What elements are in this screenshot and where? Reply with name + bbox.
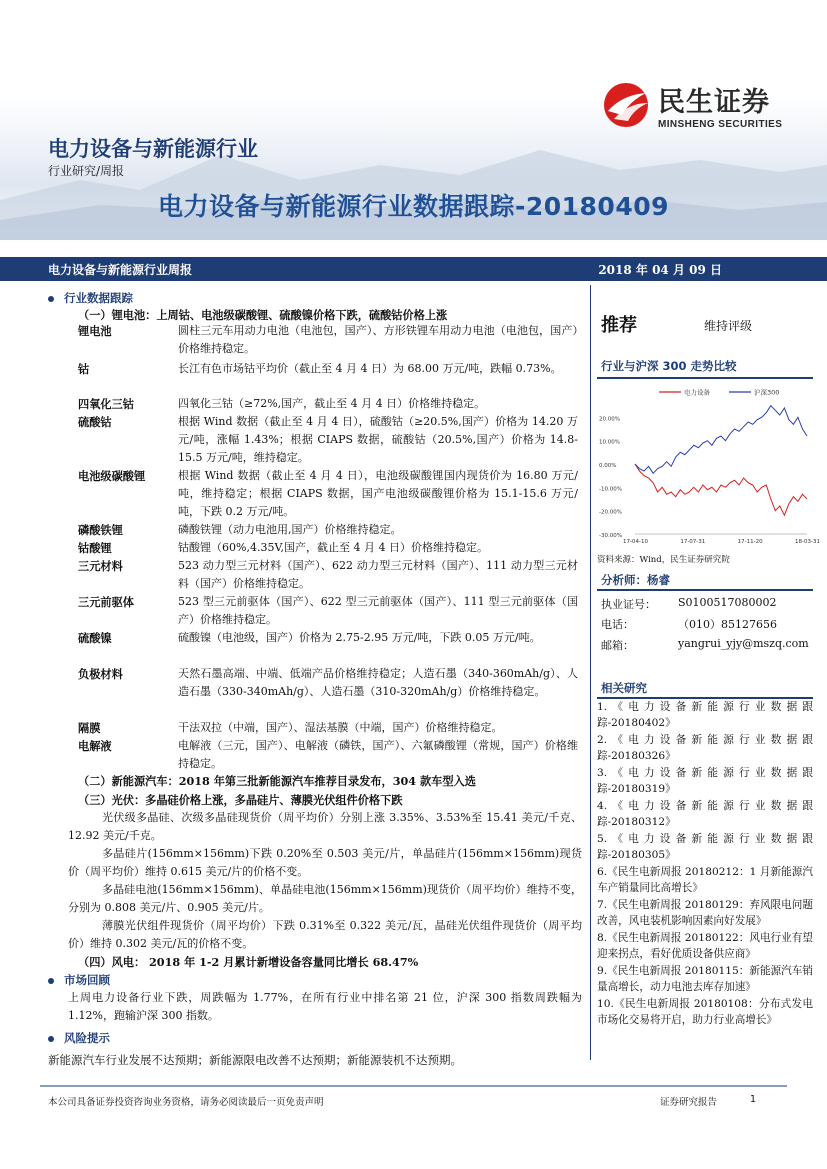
x-tick-label: 17-04-10 (623, 539, 648, 545)
item-label: 负极材料 (78, 667, 123, 681)
item-text: 长江有色市场钴平均价（截止至 4 月 4 日）为 68.00 万元/吨，跌幅 0.73%。 (178, 362, 562, 375)
item-text: 四氧化三钴（≥72%,国产，截止至 4 月 4 日）价格维持稳定。 (178, 397, 486, 410)
section-title: 市场回顾 (64, 973, 110, 987)
item-text: 干法双拉（中端，国产）、湿法基膜（中端，国产）价格维持稳定。 (178, 721, 503, 734)
item-label: 钴酸锂 (78, 541, 112, 555)
item-text: 钴酸锂（60%,4.35V,国产，截止至 4 月 4 日）价格维持稳定。 (178, 541, 488, 554)
item-text: 圆柱三元车用动力电池（电池包，国产）、方形铁锂车用动力电池（电池包，国产）价格维持稳定。 (178, 324, 578, 355)
y-tick-label: 0.00% (599, 463, 617, 469)
chart-heading: 行业与沪深 300 走势比较 (601, 359, 737, 373)
subsection-nev: （二）新能源汽车：2018 年第三批新能源汽车推荐目录发布，304 款车型入选 (78, 774, 476, 788)
section-data-tracking (48, 290, 133, 306)
related-item[interactable]: 6.《民生电新周报 20180212：1 月新能源汽车产销量同比高增长》 (597, 866, 813, 895)
license-key: 执业证号： (601, 598, 656, 611)
item-text: 523 动力型三元材料（国产）、622 动力型三元材料（国产）、111 动力型三元材料（国产）价格维持稳定。 (178, 559, 578, 590)
heading-rule (597, 589, 813, 591)
y-tick-label: -20.00% (599, 509, 622, 516)
report-date: 2018 年 04 月 09 日 (598, 263, 722, 277)
item-label: 硫酸钴 (78, 415, 112, 429)
company-logo (600, 80, 800, 130)
email-value[interactable]: yangrui_yjy@mszq.com (678, 637, 809, 650)
item-text: 电解液（三元，国产）、电解液（磷铁，国产）、六氟磷酸锂（常规，国产）价格维持稳定。 (178, 739, 578, 770)
logo-name-en: MINSHENG SECURITIES (658, 119, 783, 130)
chart-source: 资料来源：Wind，民生证券研究院 (597, 555, 730, 565)
heading-rule (597, 377, 813, 379)
item-text: 根据 Wind 数据（截止至 4 月 4 日），硫酸钴（≥20.5%,国产）价格为 14.20 万元/吨，涨幅 1.43%；根据 CIAPS 数据，硫酸钴（20.5%,国产）价格为 14.8-15.5 万元/吨，维持稳定。 (178, 415, 578, 464)
logo-name-cn: 民生证券 (658, 87, 770, 118)
license-value: S0100517080002 (678, 596, 777, 609)
item-text: 根据 Wind 数据（截止至 4 月 4 日），电池级碳酸锂国内现货价为 16.80 万元/吨，维持稳定；根据 CIAPS 数据，国产电池级碳酸锂价格为 15.1-15.6 万元/吨，下跌 0.2 万元/吨。 (178, 469, 578, 518)
item-label: 电池级碳酸锂 (78, 469, 146, 483)
related-item[interactable]: 4.《电力设备新能源行业数据跟踪-20180312》 (597, 800, 813, 829)
related-item[interactable]: 5.《电力设备新能源行业数据跟踪-20180305》 (597, 833, 813, 862)
y-tick-label: 10.00% (599, 439, 620, 446)
market-review-text: 上周电力设备行业下跌，周跌幅为 1.77%，在所有行业中排名第 21 位，沪深 300 指数周跌幅为 1.12%，跑输沪深 300 指数。 (68, 991, 582, 1022)
pv-paragraph-4: 薄膜光伏组件现货价（周平均价）下跌 0.31%至 0.322 美元/瓦，晶硅光伏组件现货价（周平均价）维持 0.302 美元/瓦的价格不变。 (68, 919, 582, 950)
item-text: 硫酸镍（电池级，国产）价格为 2.75-2.95 万元/吨，下跌 0.05 万元/吨。 (178, 631, 541, 644)
related-item[interactable]: 2.《电力设备新能源行业数据跟踪-20180326》 (597, 734, 813, 763)
subsection-pv: （三）光伏：多晶硅价格上涨，多晶硅片、薄膜光伏组件价格下跌 (78, 793, 403, 807)
item-label: 磷酸铁锂 (78, 523, 123, 537)
column-divider (590, 285, 591, 1060)
legend-label: 沪深300 (754, 388, 780, 397)
phone-value: （010）85127656 (678, 618, 777, 631)
related-item[interactable]: 7.《民生电新周报 20180129：弃风限电问题改善，风电装机影响因素向好发展》 (597, 899, 813, 928)
item-label: 四氧化三钴 (78, 397, 134, 411)
rating-label: 维持评级 (704, 319, 753, 333)
related-item[interactable]: 9.《民生电新周报 20180115：新能源汽车销量高增长，动力电池去库存加速》 (597, 965, 813, 994)
item-text: 磷酸铁锂（动力电池用,国产）价格维持稳定。 (178, 523, 402, 536)
pv-paragraph-2: 多晶硅片(156mm×156mm)下跌 0.20%至 0.503 美元/片，单晶硅片(156mm×156mm)现货价（周平均价）维持 0.615 美元/片的价格不变。 (68, 847, 582, 878)
subsection-lithium: （一）锂电池：上周钴、电池级碳酸锂、硫酸镍价格下跌，硫酸钴价格上涨 (78, 308, 448, 322)
related-item[interactable]: 8.《民生电新周报 20180122：风电行业有望迎来拐点，看好优质设备供应商》 (597, 932, 813, 961)
section-market-review (48, 972, 110, 988)
item-label: 隔膜 (78, 721, 101, 735)
x-tick-label: 17-11-20 (737, 539, 763, 545)
section-title: 行业数据跟踪 (64, 291, 133, 305)
analyst-heading: 分析师：杨睿 (601, 573, 670, 587)
x-tick-label: 17-07-31 (680, 539, 706, 545)
x-tick-label: 18-03-31 (795, 539, 820, 545)
minsheng-logo-icon (600, 81, 652, 129)
item-label: 钴 (78, 362, 90, 376)
item-label: 三元材料 (78, 559, 123, 573)
email-key: 邮箱： (601, 639, 634, 652)
recommend-label: 推荐 (601, 315, 637, 336)
title-bar (0, 257, 827, 281)
trend-chart (597, 386, 820, 552)
weekly-label: 电力设备与新能源行业周报 (48, 263, 193, 277)
item-label: 电解液 (78, 739, 112, 753)
pv-paragraph-3: 多晶硅电池(156mm×156mm)、单晶硅电池(156mm×156mm)现货价（周平均价）维持不变，分别为 0.808 美元/片、0.905 美元/片。 (68, 883, 582, 914)
footer-disclaimer: 本公司具备证券投资咨询业务资格，请务必阅读最后一页免责声明 (48, 1097, 324, 1108)
item-label: 三元前驱体 (78, 595, 134, 609)
series-line-2 (635, 406, 807, 474)
legend-label: 电力设备 (684, 388, 710, 397)
bullet-icon (48, 296, 54, 302)
bullet-icon (48, 1036, 54, 1042)
related-heading: 相关研究 (601, 681, 647, 695)
section-risk (48, 1030, 110, 1046)
item-label: 硫酸镍 (78, 631, 112, 645)
footer-rule (40, 1085, 787, 1087)
item-text: 天然石墨高端、中端、低端产品价格维持稳定；人造石墨（340-360mAh/g）、人造石墨（330-340mAh/g）、人造石墨（310-320mAh/g）价格维持稳定。 (178, 667, 578, 698)
section-title: 风险提示 (64, 1031, 110, 1045)
item-text: 523 型三元前驱体（国产）、622 型三元前驱体（国产）、111 型三元前驱体（国产）价格维持稳定。 (178, 595, 578, 626)
risk-text: 新能源汽车行业发展不达预期；新能源限电改善不达预期；新能源装机不达预期。 (48, 1053, 462, 1067)
related-item[interactable]: 3.《电力设备新能源行业数据跟踪-20180319》 (597, 767, 813, 796)
y-tick-label: -30.00% (599, 533, 622, 539)
bullet-icon (48, 978, 54, 984)
y-tick-label: 20.00% (599, 416, 620, 423)
page-number: 1 (750, 1094, 757, 1105)
report-type: 行业研究/周报 (48, 164, 125, 178)
pv-paragraph-1: 光伏级多晶硅、次级多晶硅现货价（周平均价）分别上涨 3.35%、3.53%至 15.41 美元/千克、12.92 美元/千克。 (68, 811, 582, 842)
subsection-wind: （四）风电： 2018 年 1-2 月累计新增设备容量同比增长 68.47% (78, 955, 419, 969)
footer-label: 证券研究报告 (660, 1097, 718, 1108)
related-item[interactable]: 1.《电力设备新能源行业数据跟踪-20180402》 (597, 701, 813, 730)
y-tick-label: -10.00% (599, 486, 622, 493)
phone-key: 电话： (601, 618, 634, 631)
item-label: 锂电池 (78, 324, 112, 338)
industry-title: 电力设备与新能源行业 (48, 137, 258, 161)
report-title: 电力设备与新能源行业数据跟踪-20180409 (157, 192, 670, 221)
related-item[interactable]: 10.《民生电新周报 20180108：分布式发电市场化交易将开启，助力行业高增长》 (597, 998, 813, 1027)
series-line-1 (635, 464, 807, 515)
